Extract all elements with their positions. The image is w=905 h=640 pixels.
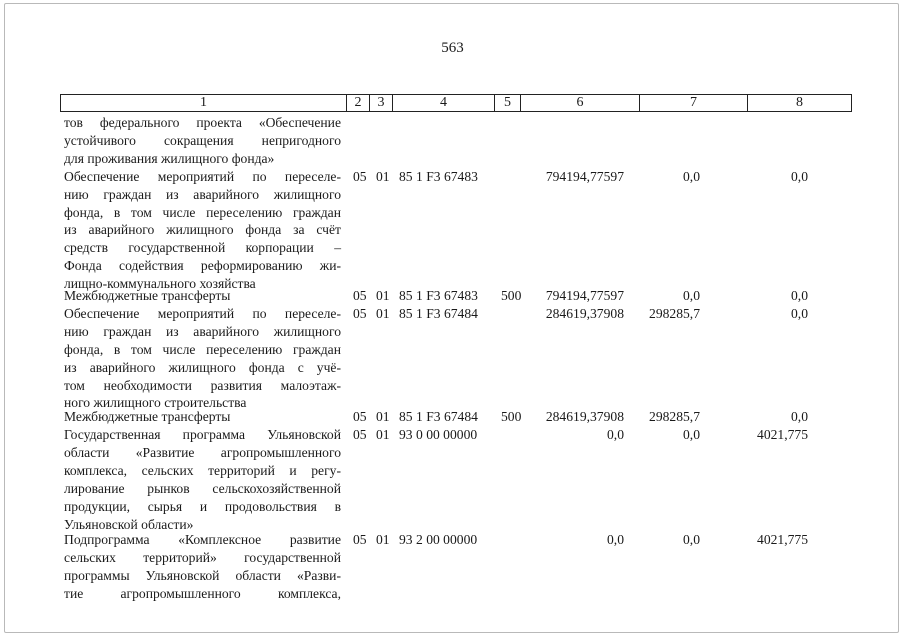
row-text-line: фонда, в том числе переселению граждан	[64, 341, 341, 357]
row-text-line: лищно-коммунального хозяйства	[64, 276, 256, 292]
header-col-8: 8	[747, 95, 851, 111]
row-text-line: Ульяновской области»	[64, 516, 194, 532]
cell-section: 05	[353, 288, 367, 303]
cell-section: 05	[353, 427, 367, 442]
cell-amount-8: 0,0	[791, 168, 808, 184]
cell-amount-8: 0,0	[791, 288, 808, 303]
page-number: 563	[441, 40, 464, 56]
row-text-line: сельских территорий» государственной	[64, 549, 341, 565]
header-col-6: 6	[520, 95, 639, 111]
row-text-line: тие агропромышленного комплекса,	[64, 585, 341, 601]
cell-subsection: 01	[376, 168, 390, 184]
cell-target-code: 85 1 F3 67483	[399, 288, 478, 303]
cell-amount-6: 284619,37908	[545, 409, 624, 424]
cell-amount-8: 4021,775	[757, 427, 808, 442]
row-text-line: лирование рынков сельскохозяйственной	[64, 480, 341, 496]
row-text-line: фонда, в том числе переселению граждан	[64, 204, 341, 220]
cell-section: 05	[353, 168, 367, 184]
row-text-line: ного жилищного строительства	[64, 395, 247, 411]
cell-amount-7: 298285,7	[649, 305, 700, 321]
cell-subsection: 01	[376, 427, 390, 442]
cell-amount-8: 0,0	[791, 305, 808, 321]
cell-target-code: 85 1 F3 67484	[399, 409, 478, 424]
cell-amount-6: 284619,37908	[545, 305, 624, 321]
row-text-line: Межбюджетные трансферты	[64, 288, 231, 303]
header-col-1: 1	[200, 95, 207, 110]
cell-subsection: 01	[376, 288, 390, 303]
cell-amount-7: 0,0	[683, 427, 700, 442]
cell-expense-type: 500	[501, 409, 522, 424]
cell-target-code: 93 0 00 00000	[399, 427, 478, 442]
cell-amount-7: 0,0	[683, 168, 700, 184]
row-text-line: комплекса, сельских территорий и регу-	[64, 462, 341, 478]
cell-expense-type: 500	[501, 288, 522, 303]
cell-amount-7: 0,0	[683, 532, 700, 547]
cell-target-code: 85 1 F3 67483	[399, 168, 478, 184]
table-header	[60, 94, 852, 112]
row-text-line: средств государственной корпорации –	[64, 240, 341, 256]
row-text-line: нию граждан из аварийного жилищного	[64, 323, 341, 339]
cell-amount-7: 298285,7	[649, 409, 700, 424]
row-text-line: Обеспечение мероприятий по переселе-	[64, 168, 341, 184]
row-text-line: из аварийного жилищного фонда с учё-	[64, 359, 341, 375]
cell-amount-6: 0,0	[607, 532, 624, 547]
cell-section: 05	[353, 532, 367, 547]
row-text-line: для проживания жилищного фонда»	[64, 150, 275, 166]
row-text-line: Подпрограмма «Комплексное развитие	[64, 532, 341, 547]
row-text-line: том необходимости развития малоэтаж-	[64, 377, 341, 393]
row-text-line: продукции, сырья и продовольствия в	[64, 498, 341, 514]
cell-amount-6: 794194,77597	[545, 288, 624, 303]
header-col-7: 7	[639, 95, 747, 111]
row-text-line: программы Ульяновской области «Разви-	[64, 567, 341, 583]
cell-subsection: 01	[376, 409, 390, 424]
cell-amount-6: 794194,77597	[545, 168, 624, 184]
cell-amount-8: 0,0	[791, 409, 808, 424]
row-text-line: из аварийного жилищного фонда за счёт	[64, 222, 341, 238]
cell-subsection: 01	[376, 305, 390, 321]
row-text-line: Государственная программа Ульяновской	[64, 427, 341, 442]
cell-target-code: 85 1 F3 67484	[399, 305, 478, 321]
row-text-line: области «Развитие агропромышленного	[64, 444, 341, 460]
cell-amount-8: 4021,775	[757, 532, 808, 547]
cell-subsection: 01	[376, 532, 390, 547]
row-text-line: Обеспечение мероприятий по переселе-	[64, 305, 341, 321]
cell-target-code: 93 2 00 00000	[399, 532, 478, 547]
cell-amount-7: 0,0	[683, 288, 700, 303]
header-col-4: 4	[392, 95, 494, 111]
row-text-line: Фонда содействия реформированию жи-	[64, 258, 341, 274]
row-text-line: устойчивого сокращения непригодного	[64, 132, 341, 148]
cell-amount-6: 0,0	[607, 427, 624, 442]
header-col-5: 5	[494, 95, 520, 111]
row-text-line: нию граждан из аварийного жилищного	[64, 186, 341, 202]
header-col-3: 3	[369, 95, 392, 111]
row-text-line: тов федерального проекта «Обеспечение	[64, 115, 341, 130]
cell-section: 05	[353, 409, 367, 424]
cell-section: 05	[353, 305, 367, 321]
header-col-2: 2	[346, 95, 369, 111]
row-text-line: Межбюджетные трансферты	[64, 409, 231, 424]
